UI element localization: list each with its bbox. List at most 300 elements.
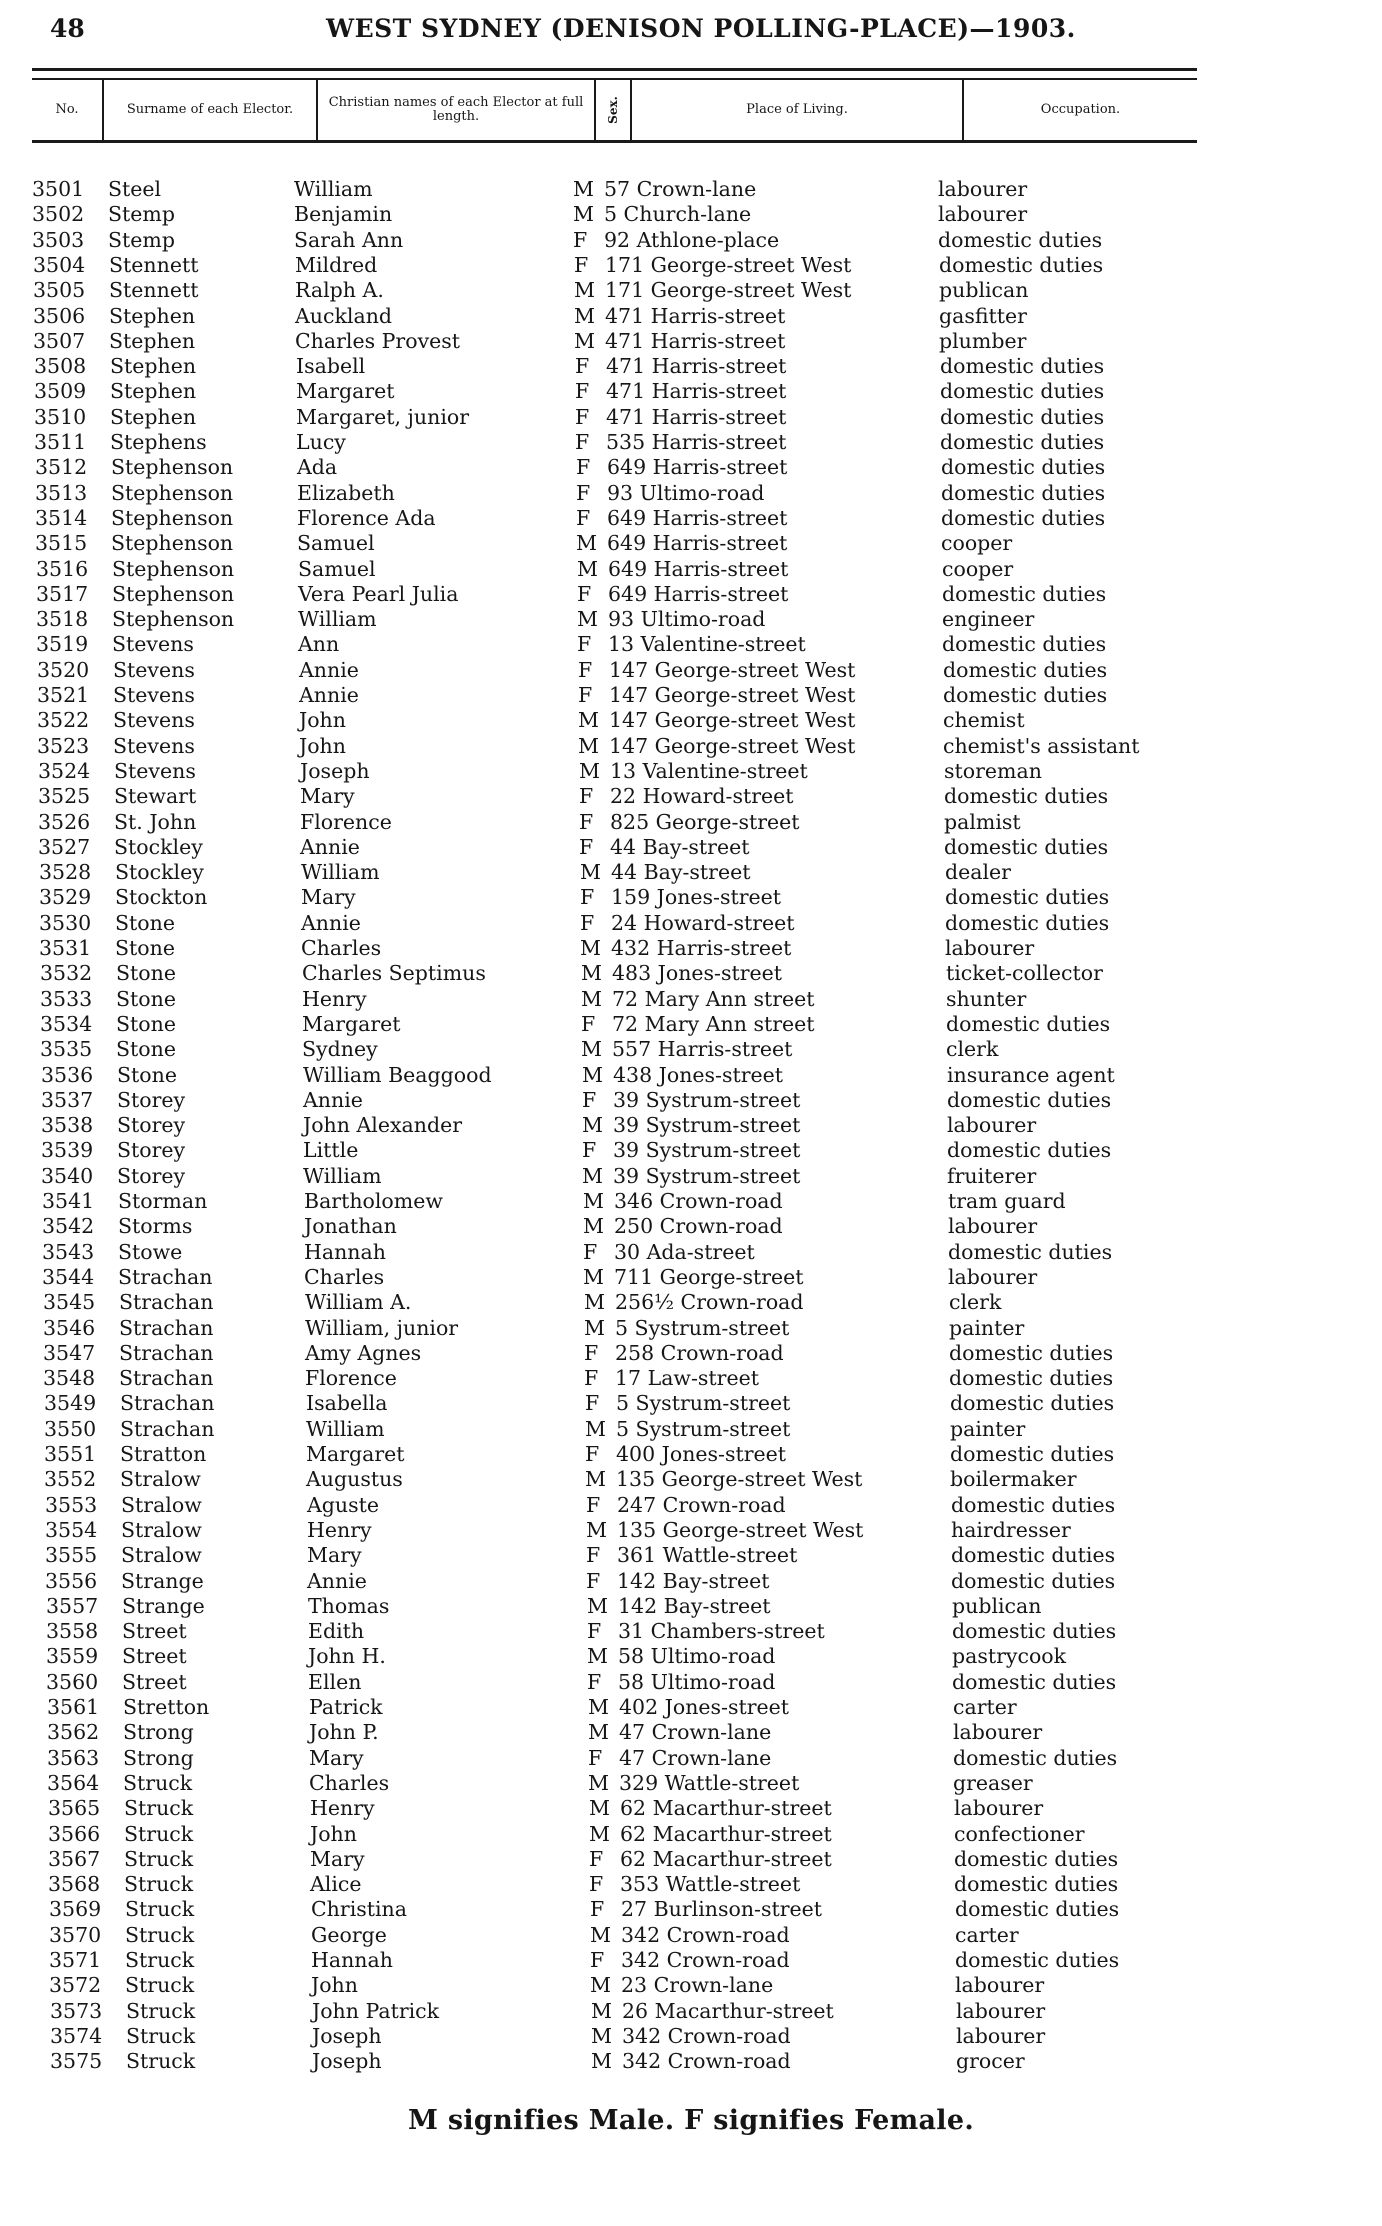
elector-christian-names: Annie [300, 834, 360, 859]
table-row [0, 632, 1382, 657]
elector-christian-names: Hannah [304, 1239, 386, 1264]
elector-number: 3509 [34, 379, 87, 404]
table-row [0, 1391, 1382, 1416]
elector-sex: M [578, 733, 599, 758]
elector-sex: M [588, 1720, 609, 1745]
elector-surname: Stone [116, 986, 176, 1011]
elector-occupation: ticket-collector [946, 961, 1103, 986]
table-row [0, 1999, 1382, 2024]
elector-surname: Stephenson [111, 505, 234, 530]
elector-christian-names: John P. [309, 1720, 379, 1745]
elector-surname: Street [122, 1644, 187, 1669]
elector-number: 3568 [48, 1872, 101, 1897]
page-header [0, 0, 1382, 60]
elector-surname: Strachan [119, 1340, 214, 1365]
elector-sex: F [578, 683, 593, 707]
elector-place-of-living: 159 Jones-street [611, 885, 782, 910]
elector-place-of-living: 62 Macarthur-street [620, 1846, 832, 1871]
column-header-row [32, 80, 1197, 140]
elector-number: 3538 [41, 1113, 94, 1138]
elector-number: 3561 [47, 1695, 100, 1719]
column-header-surname: Surname of each Elector. [126, 102, 294, 117]
elector-surname: Stockley [114, 834, 203, 859]
elector-sex: F [577, 632, 592, 657]
elector-place-of-living: 432 Harris-street [611, 936, 792, 960]
elector-number: 3539 [41, 1138, 94, 1163]
sex-legend-note: M signifies Male. F signifies Female. [407, 2105, 975, 2136]
elector-number: 3549 [44, 1391, 97, 1416]
elector-place-of-living: 438 Jones-street [613, 1062, 784, 1087]
elector-occupation: labourer [956, 1998, 1046, 2023]
elector-sex: M [577, 607, 598, 632]
column-header-christian-names: Christian names of each Elector at full length. [328, 95, 584, 124]
elector-sex: M [591, 2023, 612, 2048]
elector-number: 3503 [32, 227, 85, 252]
elector-surname: Strong [123, 1745, 194, 1770]
elector-surname: Stone [117, 1062, 177, 1087]
elector-sex: M [583, 1214, 604, 1239]
elector-christian-names: Florence [300, 809, 392, 834]
elector-number: 3529 [39, 885, 92, 910]
table-row [0, 1189, 1382, 1214]
elector-sex: M [588, 1770, 609, 1795]
elector-number: 3516 [36, 556, 89, 581]
elector-surname: Strachan [120, 1391, 215, 1416]
elector-christian-names: Vera Pearl Julia [298, 581, 459, 606]
elector-christian-names: George [311, 1922, 387, 1947]
elector-occupation: domestic duties [940, 404, 1105, 429]
elector-occupation: boilermaker [950, 1467, 1077, 1492]
elector-occupation: plumber [939, 328, 1027, 353]
elector-christian-names: John [311, 1973, 358, 1998]
elector-occupation: palmist [944, 809, 1021, 834]
elector-surname: Stevens [113, 657, 195, 682]
elector-christian-names: Lucy [296, 430, 346, 454]
elector-number: 3513 [35, 480, 88, 505]
elector-christian-names: William [303, 1163, 382, 1188]
elector-number: 3552 [44, 1467, 97, 1492]
elector-number: 3551 [44, 1442, 97, 1466]
elector-number: 3505 [33, 278, 86, 303]
elector-number: 3510 [34, 404, 87, 429]
elector-place-of-living: 5 Systrum-street [615, 1315, 790, 1340]
elector-surname: Stralow [121, 1543, 202, 1568]
elector-place-of-living: 39 Systrum-street [613, 1113, 801, 1138]
elector-surname: Struck [123, 1770, 193, 1795]
elector-place-of-living: 329 Wattle-street [619, 1770, 800, 1795]
elector-sex: F [584, 1366, 599, 1391]
elector-occupation: labourer [955, 1973, 1045, 1998]
table-row [0, 1265, 1382, 1290]
elector-number: 3502 [32, 202, 85, 227]
elector-christian-names: Edith [308, 1619, 365, 1644]
elector-place-of-living: 147 George-street West [609, 657, 856, 682]
column-header-no: No. [55, 102, 79, 117]
column-header-sex-label: Sex. [605, 96, 620, 124]
elector-place-of-living: 471 Harris-street [606, 404, 787, 429]
elector-surname: Stone [115, 936, 175, 960]
elector-occupation: domestic duties [941, 505, 1106, 530]
elector-christian-names: Charles [309, 1770, 390, 1795]
elector-sex: M [581, 1037, 602, 1062]
elector-number: 3550 [44, 1416, 97, 1441]
elector-christian-names: William, junior [305, 1315, 459, 1340]
table-row [0, 607, 1382, 632]
elector-surname: Struck [126, 2023, 196, 2048]
elector-christian-names: Margaret [302, 1011, 401, 1036]
elector-surname: Strange [122, 1593, 205, 1618]
elector-number: 3527 [38, 834, 91, 859]
elector-surname: Stemp [108, 227, 175, 252]
elector-place-of-living: 142 Bay-street [617, 1568, 770, 1593]
elector-christian-names: Jonathan [304, 1214, 397, 1239]
elector-sex: M [589, 1796, 610, 1821]
table-row [0, 1088, 1382, 1113]
elector-sex: F [589, 1846, 604, 1871]
elector-christian-names: Isabella [306, 1391, 388, 1416]
elector-christian-names: Mildred [295, 252, 378, 277]
elector-christian-names: Florence [305, 1366, 397, 1391]
elector-surname: Stevens [113, 683, 195, 707]
elector-occupation: dealer [945, 860, 1011, 885]
elector-number: 3548 [43, 1366, 96, 1391]
table-row [0, 1847, 1382, 1872]
elector-occupation: domestic duties [940, 379, 1105, 404]
table-row [0, 506, 1382, 531]
elector-christian-names: Florence Ada [297, 505, 436, 530]
elector-surname: Stevens [114, 758, 196, 783]
table-row [0, 1467, 1382, 1492]
elector-occupation: domestic duties [950, 1442, 1115, 1466]
elector-place-of-living: 649 Harris-street [608, 556, 789, 581]
column-header-rule-bottom [32, 140, 1197, 143]
elector-number: 3520 [37, 657, 90, 682]
page-footer [0, 2105, 1382, 2136]
elector-occupation: gasfitter [939, 303, 1027, 328]
elector-number: 3575 [50, 2049, 103, 2074]
elector-number: 3562 [47, 1720, 100, 1745]
table-row [0, 455, 1382, 480]
elector-place-of-living: 47 Crown-lane [619, 1745, 772, 1770]
elector-place-of-living: 23 Crown-lane [621, 1973, 774, 1998]
elector-number: 3524 [38, 758, 91, 783]
elector-sex: M [591, 2049, 612, 2074]
elector-number: 3501 [32, 177, 85, 201]
elector-place-of-living: 5 Systrum-street [616, 1391, 791, 1416]
elector-surname: Struck [126, 1998, 196, 2023]
elector-christian-names: William [298, 607, 377, 632]
elector-place-of-living: 711 George-street [614, 1264, 804, 1289]
elector-surname: Strange [121, 1568, 204, 1593]
column-header-sex [596, 80, 630, 140]
elector-surname: Struck [124, 1821, 194, 1846]
elector-number: 3531 [39, 936, 92, 960]
elector-place-of-living: 30 Ada-street [614, 1239, 755, 1264]
elector-number: 3557 [46, 1593, 99, 1618]
elector-occupation: domestic duties [955, 1948, 1120, 1972]
table-row [0, 1619, 1382, 1644]
elector-christian-names: Henry [307, 1517, 372, 1542]
elector-surname: Stephen [109, 303, 196, 328]
elector-occupation: grocer [956, 2049, 1025, 2074]
elector-surname: Struck [125, 1973, 195, 1998]
elector-occupation: labourer [948, 1214, 1038, 1239]
elector-sex: M [584, 1290, 605, 1315]
elector-christian-names: William Beaggood [303, 1062, 492, 1087]
elector-sex: M [576, 531, 597, 556]
elector-place-of-living: 47 Crown-lane [619, 1720, 772, 1745]
elector-place-of-living: 258 Crown-road [615, 1340, 784, 1365]
elector-surname: Storms [118, 1214, 193, 1239]
table-row [0, 1366, 1382, 1391]
elector-occupation: domestic duties [951, 1492, 1116, 1517]
elector-surname: Struck [125, 1897, 195, 1922]
elector-sex: M [581, 986, 602, 1011]
table-row [0, 2049, 1382, 2074]
elector-occupation: labourer [954, 1796, 1044, 1821]
elector-christian-names: Charles [301, 936, 382, 960]
elector-number: 3541 [42, 1189, 95, 1213]
elector-occupation: labourer [953, 1720, 1043, 1745]
elector-number: 3530 [39, 910, 92, 935]
table-row [0, 1670, 1382, 1695]
elector-number: 3554 [45, 1517, 98, 1542]
table-row [0, 1746, 1382, 1771]
elector-place-of-living: 342 Crown-road [621, 1948, 790, 1972]
elector-surname: Stephenson [112, 581, 235, 606]
elector-place-of-living: 825 George-street [610, 809, 800, 834]
table-row [0, 1037, 1382, 1062]
elector-sex: F [575, 430, 590, 454]
elector-sex: M [581, 961, 602, 986]
table-row [0, 936, 1382, 961]
elector-surname: Stephen [110, 379, 197, 404]
table-row [0, 961, 1382, 986]
elector-occupation: domestic duties [950, 1391, 1115, 1416]
elector-number: 3533 [40, 986, 93, 1011]
elector-surname: Storey [117, 1087, 186, 1112]
elector-christian-names: Annie [307, 1568, 367, 1593]
elector-occupation: domestic duties [949, 1366, 1114, 1391]
table-row [0, 987, 1382, 1012]
elector-occupation: domestic duties [944, 834, 1109, 859]
elector-surname: Strachan [119, 1315, 214, 1340]
elector-surname: Stowe [118, 1239, 183, 1264]
elector-surname: St. John [114, 809, 197, 834]
elector-sex: F [588, 1745, 603, 1770]
elector-christian-names: Mary [301, 885, 356, 910]
elector-christian-names: Margaret [296, 379, 395, 404]
elector-sex: F [575, 379, 590, 404]
table-row [0, 1493, 1382, 1518]
elector-christian-names: Annie [301, 910, 361, 935]
table-row [0, 1897, 1382, 1922]
elector-occupation: domestic duties [951, 1568, 1116, 1593]
elector-christian-names: Annie [303, 1087, 363, 1112]
table-row [0, 1164, 1382, 1189]
table-row [0, 278, 1382, 303]
elector-christian-names: Mary [309, 1745, 364, 1770]
elector-christian-names: Mary [307, 1543, 362, 1568]
column-header-occupation: Occupation. [1040, 102, 1121, 117]
elector-christian-names: Sarah Ann [294, 227, 404, 252]
elector-occupation: domestic duties [951, 1543, 1116, 1568]
elector-sex: F [575, 354, 590, 379]
elector-number: 3544 [42, 1264, 95, 1289]
elector-surname: Stephenson [111, 480, 234, 505]
elector-surname: Stemp [108, 202, 175, 227]
elector-number: 3563 [47, 1745, 100, 1770]
elector-occupation: labourer [947, 1113, 1037, 1138]
elector-sex: F [576, 455, 591, 480]
elector-occupation: publican [939, 278, 1029, 303]
elector-sex: F [584, 1340, 599, 1365]
elector-surname: Steel [108, 177, 162, 201]
elector-place-of-living: 17 Law-street [615, 1366, 759, 1391]
elector-place-of-living: 649 Harris-street [607, 531, 788, 556]
elector-christian-names: Ada [297, 455, 338, 480]
column-header-place-of-living: Place of Living. [746, 102, 848, 117]
elector-number: 3508 [34, 354, 87, 379]
elector-sex: M [591, 1998, 612, 2023]
elector-place-of-living: 5 Church-lane [604, 202, 752, 227]
page-title: WEST SYDNEY (DENISON POLLING-PLACE)—1903. [326, 14, 1076, 43]
elector-place-of-living: 58 Ultimo-road [618, 1669, 776, 1694]
elector-surname: Stevens [113, 733, 195, 758]
elector-place-of-living: 93 Ultimo-road [608, 607, 766, 632]
elector-christian-names: Joseph [300, 758, 370, 783]
elector-surname: Stephens [110, 430, 207, 454]
elector-sex: F [576, 480, 591, 505]
elector-number: 3567 [48, 1846, 101, 1871]
elector-surname: Struck [125, 1922, 195, 1947]
elector-number: 3553 [45, 1492, 98, 1517]
table-row [0, 1518, 1382, 1543]
elector-number: 3504 [33, 252, 86, 277]
elector-number: 3512 [35, 455, 88, 480]
table-row [0, 253, 1382, 278]
elector-christian-names: William A. [305, 1290, 412, 1315]
elector-place-of-living: 247 Crown-road [617, 1492, 786, 1517]
elector-christian-names: Aguste [307, 1492, 380, 1517]
elector-christian-names: Sydney [302, 1037, 378, 1062]
elector-number: 3556 [45, 1568, 98, 1593]
table-row [0, 531, 1382, 556]
elector-occupation: storeman [944, 758, 1042, 783]
elector-occupation: labourer [948, 1264, 1038, 1289]
elector-occupation: carter [953, 1695, 1017, 1719]
elector-surname: Struck [124, 1796, 194, 1821]
elector-occupation: domestic duties [954, 1846, 1119, 1871]
elector-number: 3546 [43, 1315, 96, 1340]
elector-number: 3523 [37, 733, 90, 758]
elector-number: 3545 [43, 1290, 96, 1315]
table-row [0, 481, 1382, 506]
elector-christian-names: Joseph [312, 2023, 382, 2048]
elector-place-of-living: 649 Harris-street [608, 581, 789, 606]
elector-sex: M [586, 1517, 607, 1542]
table-row [0, 582, 1382, 607]
elector-number: 3547 [43, 1340, 96, 1365]
elector-sex: M [585, 1467, 606, 1492]
table-row [0, 1644, 1382, 1669]
elector-place-of-living: 39 Systrum-street [613, 1087, 801, 1112]
elector-number: 3514 [35, 505, 88, 530]
elector-number: 3574 [50, 2023, 103, 2048]
elector-surname: Stralow [121, 1517, 202, 1542]
elector-christian-names: Auckland [295, 303, 393, 328]
elector-sex: F [579, 809, 594, 834]
elector-occupation: domestic duties [946, 1011, 1111, 1036]
elector-christian-names: John H. [308, 1644, 386, 1669]
elector-number: 3555 [45, 1543, 98, 1568]
elector-occupation: insurance agent [947, 1062, 1115, 1087]
elector-sex: F [576, 505, 591, 530]
elector-surname: Storman [118, 1189, 208, 1213]
elector-place-of-living: 27 Burlinson-street [621, 1897, 823, 1922]
elector-place-of-living: 72 Mary Ann street [612, 986, 815, 1011]
elector-christian-names: Henry [310, 1796, 375, 1821]
elector-surname: Stevens [113, 708, 195, 733]
elector-surname: Stephenson [112, 556, 235, 581]
table-row [0, 708, 1382, 733]
elector-number: 3560 [46, 1669, 99, 1694]
elector-place-of-living: 171 George-street West [605, 278, 852, 303]
table-row [0, 759, 1382, 784]
elector-christian-names: Annie [299, 683, 359, 707]
table-row [0, 1948, 1382, 1973]
elector-christian-names: Margaret, junior [296, 404, 470, 429]
elector-sex: M [574, 278, 595, 303]
elector-number: 3571 [49, 1948, 102, 1972]
elector-surname: Stewart [114, 784, 197, 809]
elector-sex: M [583, 1264, 604, 1289]
table-row [0, 430, 1382, 455]
elector-occupation: labourer [956, 2023, 1046, 2048]
elector-sex: F [579, 784, 594, 809]
elector-place-of-living: 147 George-street West [609, 733, 856, 758]
elector-number: 3517 [36, 581, 89, 606]
elector-surname: Stralow [120, 1467, 201, 1492]
elector-sex: F [579, 834, 594, 859]
table-row [0, 784, 1382, 809]
elector-number: 3573 [50, 1998, 103, 2023]
elector-surname: Struck [124, 1846, 194, 1871]
elector-place-of-living: 31 Chambers-street [618, 1619, 825, 1644]
elector-place-of-living: 62 Macarthur-street [620, 1796, 832, 1821]
elector-sex: M [588, 1695, 609, 1719]
elector-christian-names: Joseph [312, 2049, 382, 2074]
table-row [0, 658, 1382, 683]
elector-occupation: engineer [942, 607, 1035, 632]
elector-place-of-living: 58 Ultimo-road [618, 1644, 776, 1669]
elector-occupation: domestic duties [945, 885, 1110, 910]
elector-occupation: painter [950, 1416, 1026, 1441]
table-row [0, 1113, 1382, 1138]
elector-christian-names: Bartholomew [304, 1189, 443, 1213]
elector-occupation: domestic duties [940, 354, 1105, 379]
elector-christian-names: Patrick [309, 1695, 383, 1719]
elector-sex: M [574, 328, 595, 353]
elector-occupation: domestic duties [941, 480, 1106, 505]
elector-number: 3528 [39, 860, 92, 885]
elector-sex: M [577, 556, 598, 581]
elector-sex: F [586, 1492, 601, 1517]
elector-place-of-living: 342 Crown-road [621, 1922, 790, 1947]
elector-surname: Strachan [119, 1366, 214, 1391]
elector-sex: F [578, 657, 593, 682]
elector-occupation: cooper [942, 556, 1014, 581]
